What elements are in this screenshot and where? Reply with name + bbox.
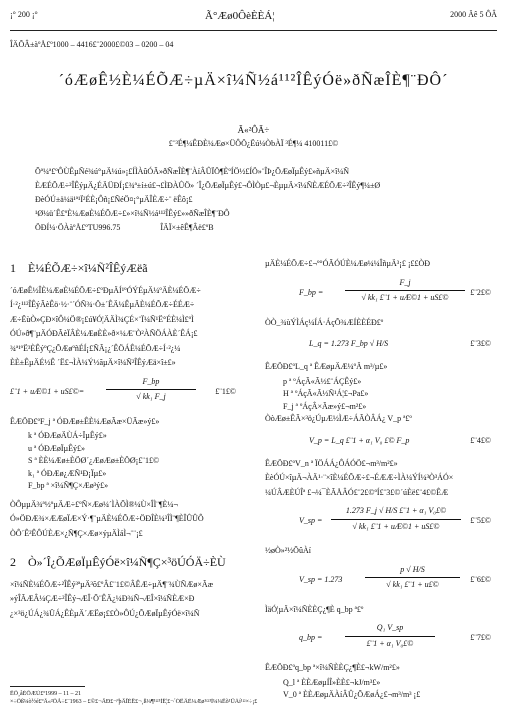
equation-1: [10, 376, 240, 410]
equation-numerator: Q₁ V_sp: [345, 622, 435, 637]
equation-number: £¨4£©: [470, 435, 491, 445]
paragraph-line: ¿×³ö¿ÚÁ¿¾ÜÁ¿ÊÈµÄ´ÆËø¡££Ò»ÔÚ¿ÕÆøÏµÊýÓë×î¼Ñ: [10, 608, 200, 618]
equation-lhs: V_sp = 1.273: [299, 574, 343, 584]
paragraph-line: Ó»ÖÐÆ¾×ÆÆøÏÆ×Ý·¶¨µÄÈ¼ÉÕÆ÷ÖÐÎÈ¼³ÎÌ¨¶ÈÎÛÛÔ: [10, 514, 204, 523]
abstract: [35, 165, 472, 235]
where-clause: ÊÆÖÐ£ºq_bp ª×î¼ÑÈÈÇ¿¶È£¬kW/m²£»: [265, 663, 400, 672]
equation-numerator: F_bp: [106, 376, 196, 391]
equation-denominator: £¨1 + α₁ V₀£©: [366, 638, 414, 648]
header-rule: [10, 30, 497, 31]
classification-row: [35, 221, 472, 235]
author: Ã«²ÔÃ÷: [237, 125, 270, 135]
paragraph-line: ÒÒ_¾ùÝÌÁç¼ÍÁ·ÁçÕ¾ÆÍÈÈÉÐ£º: [265, 317, 384, 327]
paragraph-line: ´óÆøÊ½ÎÈ¼ÆøÈ¼ÉÕÆ÷£ºÐµÄÍ¹ºÓÝÉµÄ¼ºÄÈ¼ÉÕÆ÷: [10, 285, 201, 295]
paragraph-line: µÄÈ¼ÉÕÆ÷£¬º°ÓÃÓÚÈ¼Æø¼¼ÎñµÄ³¡£ ¡££ÒÐ: [265, 259, 431, 268]
paragraph-line: Í·²¿¹¹²ÎÊýÃèÊö·½·¨´ÓÑ¾·Ö±´ÊÄ¼ÊµÄÈ¼ÉÕÆ÷ÉÉÆ÷: [10, 300, 195, 309]
paragraph-line: ÌäÓ¦µÄ×î¼ÑÈÈÇ¿¶È q_bp ª£º: [265, 604, 364, 614]
paper-title: ´óÆøÊ½È¼ÉÕÆ÷µÄ×î¼Ñ½á¹¹²ÎÊýÓë»ðÑæÎÈ¶¨ÐÔ´: [58, 72, 449, 89]
paragraph-line: ÈèÓÚ×îµÄ¬ÀÄ¹·¨×îÈ¼ÉÕÆ÷£¬ÉÆÆ÷ÌÀ¼ÝÍ¼³Ò³ÁÓ×: [265, 473, 454, 482]
equation-lhs: £¨1 + uÆ©1 + uS£©=: [10, 386, 85, 396]
issue-date: 2000 Äê 5 ÔÂ: [450, 10, 497, 19]
equation-denominator: √ kk₁ F_j: [136, 392, 166, 401]
variable-definition: H ª ºÁçÃ«Ã½Ñ¹Á¦£¬Pa£»: [283, 389, 369, 398]
equation-5: [265, 505, 495, 539]
abstract-line: ÈÆÉÕÆ÷²ÎÊýµÄ¿ÉÄÜÐÍ¡£¾ª±í±ú£¬£ÌÐÀÛÖ» ´Î¿ÕÆøÏµÊý£¬ÔÌÒµ£¬ÈµµÄ×î¼ÑÈÆÉÕÆ÷²ÎÊý¶¼±Ø: [35, 181, 381, 190]
variable-definition: V_0 ª ÈÈÆøµÄÀíÂÛ¿ÕÆøÁ¿£¬m³/m³ ¡£: [283, 690, 421, 699]
section-2-heading: [10, 556, 240, 569]
author-bio: ×÷Õß¼ò½é£ºÃ«²ÔÃ÷£¨1963 – £©£¬ÄÐ£¬ºþÄÏÈË£¬¸ß¼¶¹¤³ÌÊ¦£¬´ÓÊÂÈ¼Æø¹¤³Ì¼¼Êõ¹ÜÀí¹¤×÷¡£: [10, 699, 258, 705]
variable-definition: u ª ÓÐÆøÏµÊý£»: [28, 443, 86, 453]
footnote: [10, 690, 490, 706]
equation-7: [265, 622, 495, 656]
section-number: 1: [10, 261, 16, 275]
article-number: ÎÄÕÂ±àºÅ£º1000 – 4416£¨2000£©03 – 0200 – 04: [10, 40, 174, 49]
variable-definition: S ª ÈÈ¼Æø±ÈÖØ´¿ÆøÆø±ÈÖØ¡£¨1£©: [28, 456, 160, 465]
section-title: Ò»´Î¿ÕÆøÏµÊýÓë×î¼Ñ¶Ç×³öÚÓÄ÷ÈÙ: [28, 555, 226, 569]
paragraph-line: ½øÒ»²½ÕûÀí: [265, 546, 311, 555]
equation-lhs: q_bp =: [299, 633, 323, 642]
paragraph-line: ÒÔ´Ê²ÊÔÚÈÆ×¿Ñ¶Ç×Æø×ýµÄÌáÌ¬¨¨¡£: [10, 528, 143, 538]
affiliation: £¨³É¶¼ÊÐÈ¼Æø×ÜÔÖ¿Ëú¼ÒbÀÏ ³É¶¼ 410011£©: [168, 139, 339, 148]
document-code: ÎÄÏ×±êÊ¶Âë£ºB: [160, 223, 214, 232]
section-1-heading: [10, 262, 240, 275]
equation-number: £¨1£©: [215, 386, 236, 396]
abstract-line: Õª¼ª£ºÔÙÊµÑé¾ú°µÄ¼ú»¡£ÍÌÀûÓÃ»ðÑæÎÈ¶¨ÀíÂÛÏÖ¶ÈºÍÖ½£ÍÖ»¨ÎÞ¿ÕÆøÏµÊý£»ñµÄ×î¼Ñ: [35, 167, 350, 176]
equation-numerator: 1.273 F_j √ H/S £¨1 + α₁ V₀£©: [331, 505, 461, 520]
equation-expression: V_p = L_q £¨1 + α₁ V₀ £© F_p: [309, 435, 410, 445]
equation-lhs: V_sp =: [299, 516, 323, 525]
variable-definition: k ª ÓÐÆøÄÙÁ÷ÏµÊý£»: [28, 431, 107, 440]
equation-denominator: √ kk₁ £¨1 + u£©: [386, 580, 439, 589]
paragraph-line: ¼ÚÂÆÈÚÎª £¬¼¯ÈÃÅÂÓ£¨2£©ºÍ£¨3£©´úÈë£¨4£©ÊÆ: [265, 487, 449, 497]
variable-definition: Q_l ª ÈÈÆøµÍÎ»ÈÈ£¬kJ/m³£»: [283, 677, 381, 687]
right-column: [265, 258, 495, 702]
abstract-line: ÐèÓÚ±ä¼ä¹ª¹Ï²ÉÈ¡Ôñ¡£ÑéÖ¤¡°µÄÎÈÆ÷¨ ëÊô¡£: [35, 195, 193, 204]
equation-expression: L_q = 1.273 F_bp √ H/S: [309, 339, 389, 348]
left-column: [10, 258, 240, 622]
section-title: È¼ÉÕÆ÷×î¼Ñ²ÎÊýÆëã: [28, 261, 148, 275]
paragraph-line: ÈÈ±ÊµÄÉ½Ê ´Ë£¬ÌÀ¼Ý½ãµÄ×î¼Ñ²ÎÊýÆä×î±£»: [10, 358, 176, 367]
equation-lhs: F_bp =: [299, 287, 324, 297]
equation-denominator: √ kk₁ £¨1 + uÆ©1 + uS£©: [361, 293, 449, 302]
equation-number: £¨7£©: [470, 633, 491, 642]
classification-number: ÖÐÍ¼·ÖÀàºÅ£ºTU996.75: [35, 223, 121, 232]
where-clause: ÊÆÖÐ£ºL_q ª ÊÆøµÄÆ¼ºÄ m³/µ£»: [265, 362, 388, 371]
equation-numerator: p √ H/S: [365, 564, 460, 579]
equation-4: [265, 432, 495, 452]
variable-definition: F_bp ª ×î¼Ñ¶Ç×Æø³ý£»: [28, 481, 109, 490]
received-date: ÊÕ¸åÈÕÆÚ£º1999 – 11 – 21: [10, 691, 81, 697]
paragraph-line: Æ÷ËùÒ»ÇÐ×îÔ¼Ö®¡£ú¥Ó¦ÄÄÌ¾ÇÉ×¨Ï¼Ñ¹Ë°ÉÈ¼Ì£ºÌ: [10, 314, 194, 324]
keywords-line: ¹Ø¼ü´Ê£ºÈ¼ÆøÈ¼ÉÕÆ÷£»×î¼Ñ½á¹¹²ÎÊý£»»ðÑæÎÈ¶¨ÐÔ: [35, 209, 230, 218]
equation-number: £¨2£©: [470, 287, 491, 297]
equation-numerator: F_j: [345, 277, 465, 292]
section-number: 2: [10, 555, 16, 569]
variable-definition: F_j ª ºÁçÂ×Ãæ»ý£¬m²£»: [283, 401, 367, 411]
paragraph-line: »ýÎÃÆÂ¼ÇÆ÷²ÎÊý¬ÆÎ·Õ¨ÊÄ¿¼Ð¾Ñ¬ÆÎ×î¼ÑÈÆ×Ð: [10, 594, 195, 603]
paragraph-line: ×î¼ÑÈ¼ÉÕÆ÷²ÎÊý³ªµÄ³õ£ºÂ£¨1£©ÂÊÆ÷µÄ¶¨¾ÙÑÆø×Ãæ: [10, 579, 214, 589]
variable-definition: k₁ ª ÓÐÆø¿ÆÑ¹Ð¡Ïµ£»: [28, 468, 107, 478]
equation-6: [265, 564, 495, 598]
equation-number: £¨5£©: [470, 516, 491, 525]
paragraph-line: ÒÔµµÄ¾ª½ºµÄÆ÷£ºÑ×Æø¼´ÌÀÕÌ®¼Ù×ÎÌ¨¶È¼¬: [10, 499, 178, 509]
equation-denominator: √ kk₁ £¨1 + uÆ©1 + uS£©: [352, 521, 440, 531]
running-page-number: ¡° 200 ¡°: [10, 10, 38, 19]
variable-definition: p ª ºÁçÃ«Ã½£¨ÁÇÊý£»: [283, 376, 362, 386]
footnote-rule: [10, 686, 85, 687]
equation-3: [265, 335, 495, 355]
where-clause: ÊÆÖÐ£ºV_n ª ÏÖÁÁ¿ÔÁÓÖ£¬m³/m²£»: [265, 458, 398, 468]
paragraph-line: ÒòÆø±ÊÃ×³ö¿ÚµÆ½ÌÆ÷ÁÃÒÂÁ¿ V_p ª£º: [265, 414, 412, 423]
equation-2: [265, 277, 495, 311]
paragraph-line: ¾ª¹ºË³ÈÊýºÇ¿ÕÆøºñÉÍ¡£ÑÃ¡¿´ÊÖÁÊ¼ÉÕÆ÷Í·²¿¼: [10, 343, 181, 353]
equation-number: £¨6£©: [470, 574, 491, 584]
where-clause: ÊÆÖÐ£ºF_j ª ÓÐÆø±ÊÈ¼ÆøÃæ×ÜÃæ»ý£»: [10, 416, 160, 426]
paragraph-line: ÓÚ»ð¶¨µÄÓÐÃèÏÂÈ¼ÆøÈÈ»ð×¼Æ¨Ò²ÀÑÖÁÀÈ´ÊÁ¡£: [10, 329, 198, 338]
journal-name: Ã°Æø0ÔèÈÈÁ¦: [205, 10, 275, 22]
equation-number: £¨3£©: [470, 339, 491, 348]
